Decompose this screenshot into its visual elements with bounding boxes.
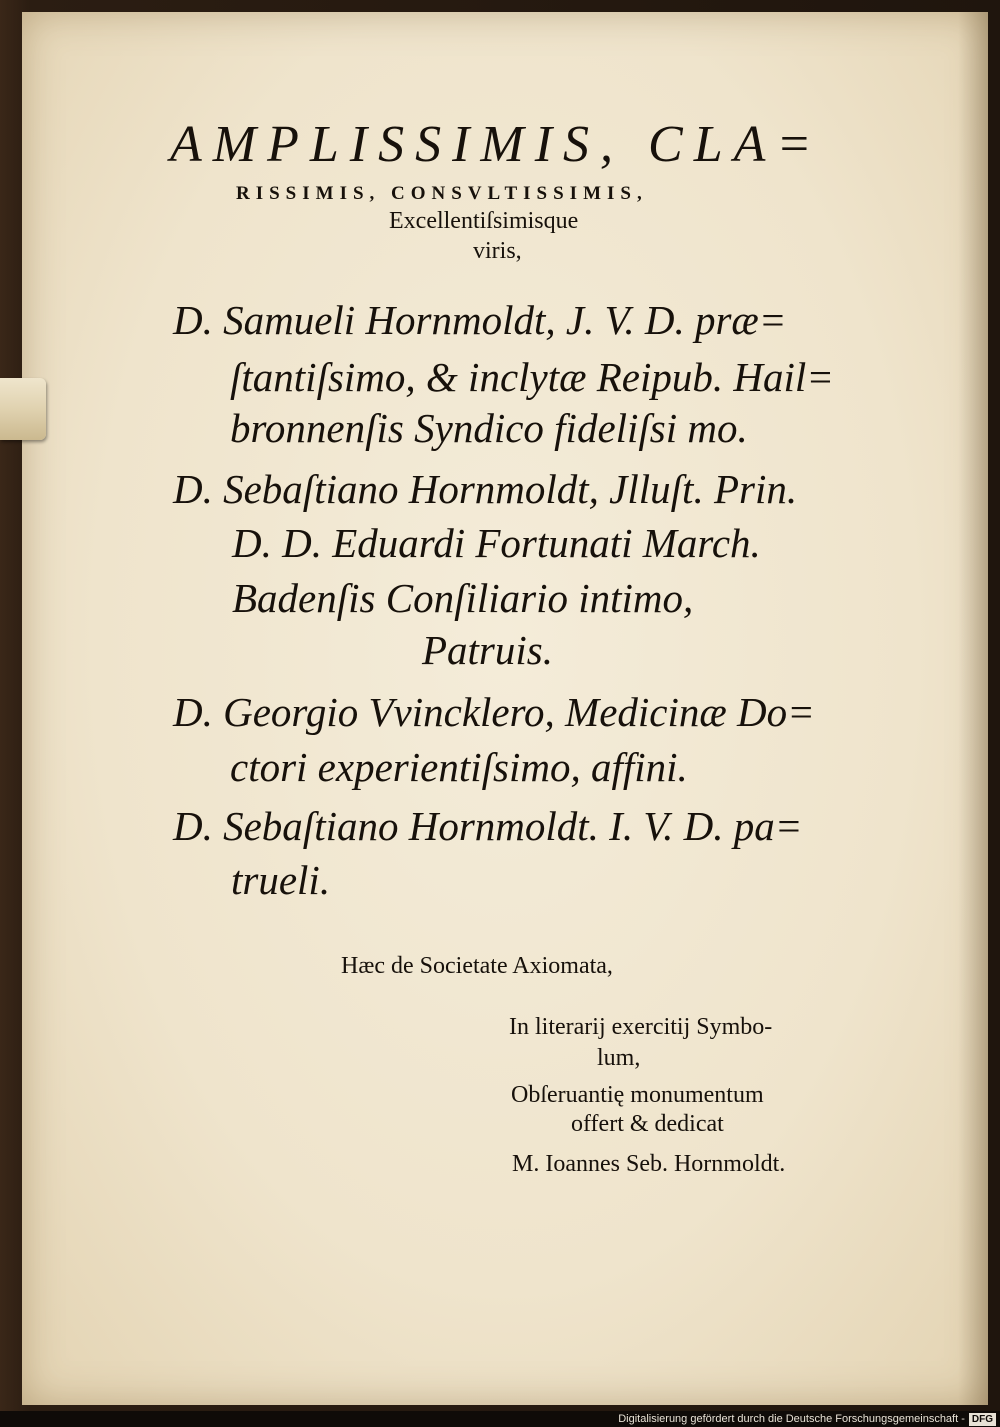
dedicatee-line-7: Patruis. <box>422 627 553 673</box>
dedicatee-line-3: bronnenſis Syndico fideliſsi mo. <box>230 405 748 451</box>
closing-line-6: M. Ioannes Seb. Hornmoldt. <box>512 1151 786 1177</box>
page-marker-ribbon <box>0 378 46 440</box>
dedicatee-line-9: ctori experientiſsimo, affini. <box>230 744 688 790</box>
dedicatee-line-8: D. Georgio Vvincklero, Medicinæ Do= <box>173 689 815 735</box>
heading-line-3: Excellentiſsimisque <box>389 208 579 234</box>
heading-line-4: viris, <box>473 238 522 264</box>
dedicatee-line-6: Badenſis Conſiliario intimo, <box>232 575 694 621</box>
dedicatee-line-11: trueli. <box>231 857 331 903</box>
closing-line-4: Obſeruantię monumentum <box>511 1082 764 1108</box>
closing-line-5: offert & dedicat <box>571 1111 724 1137</box>
dedicatee-line-10: D. Sebaſtiano Hornmoldt. I. V. D. pa= <box>173 803 803 849</box>
closing-line-2: In literarij exercitij Symbo- <box>509 1014 773 1040</box>
dfg-logo: DFG <box>969 1413 996 1426</box>
closing-line-1: Hæc de Societate Axiomata, <box>341 953 613 979</box>
closing-line-3: lum, <box>597 1045 641 1071</box>
dedicatee-line-4: D. Sebaſtiano Hornmoldt, Jlluſt. Prin. <box>173 466 798 512</box>
heading-line-1: AMPLISSIMIS, CLA= <box>170 116 823 173</box>
heading-line-2: RISSIMIS, CONSVLTISSIMIS, <box>236 183 648 204</box>
digitization-footer <box>0 1411 1000 1427</box>
dedicatee-line-5: D. D. Eduardi Fortunati March. <box>232 520 761 566</box>
dedicatee-line-2: ſtantiſsimo, & inclytæ Reipub. Hail= <box>230 354 834 400</box>
dedicatee-line-1: D. Samueli Hornmoldt, J. V. D. præ= <box>173 297 787 343</box>
footer-credit-text: Digitalisierung gefördert durch die Deutsche Forschungsgemeinschaft - <box>618 1413 965 1425</box>
